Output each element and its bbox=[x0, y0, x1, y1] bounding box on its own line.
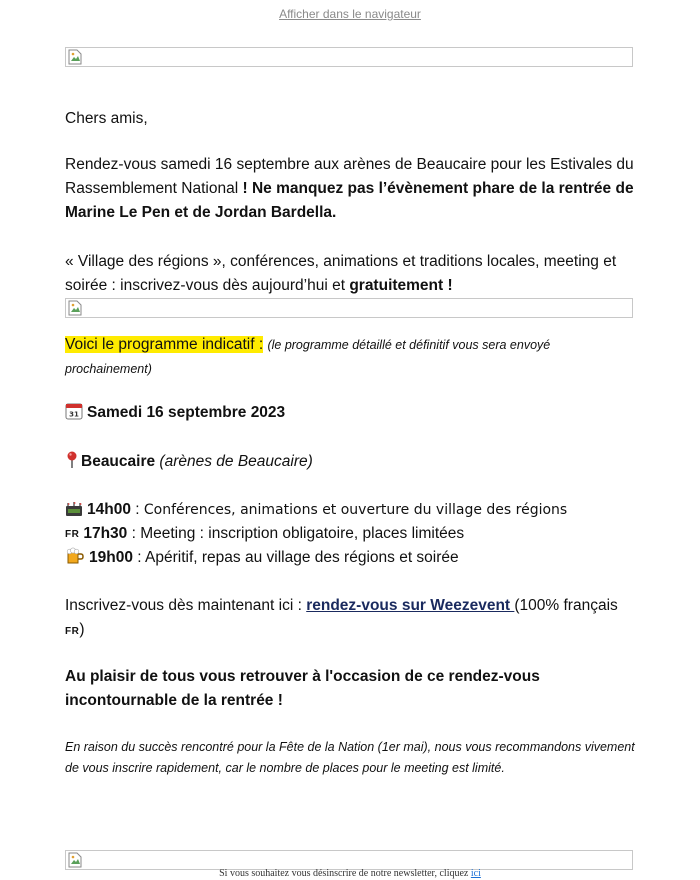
unsubscribe-link[interactable]: ici bbox=[470, 868, 481, 879]
signup-paragraph bbox=[65, 594, 640, 644]
schedule-row bbox=[65, 522, 640, 546]
intro-bold-text: Ne manquez pas l’évènement phare de la rentrée de Marine Le Pen et de Jordan Bardella. bbox=[65, 180, 634, 221]
village-end: ! bbox=[443, 277, 453, 294]
signup-text: Inscrivez-vous dès maintenant ici : bbox=[65, 597, 307, 614]
beer-mug-icon bbox=[65, 547, 85, 565]
programme-intro bbox=[65, 333, 640, 381]
intro-paragraph bbox=[65, 153, 640, 225]
broken-image-icon bbox=[68, 300, 82, 316]
broken-image-icon bbox=[68, 852, 82, 868]
village-bold-text: gratuitement bbox=[349, 277, 444, 294]
flag-fr-icon: FR bbox=[65, 626, 80, 637]
view-in-browser-link[interactable]: Afficher dans le navigateur bbox=[279, 7, 421, 21]
round-pushpin-icon bbox=[65, 451, 79, 469]
intro-text: Rendez-vous samedi 16 septembre aux arènes de Beaucaire pour les Estivales du Rassemblement National bbox=[65, 156, 634, 197]
village-paragraph bbox=[65, 250, 640, 298]
programme-note: (le programme détaillé et définitif vous sera envoyé prochainement) bbox=[65, 338, 551, 376]
signup-close: ) bbox=[79, 621, 85, 638]
event-date bbox=[65, 401, 640, 425]
schedule-text: Conférences, animations et ouverture du village des régions bbox=[143, 502, 568, 518]
event-venue: (arènes de Beaucaire) bbox=[159, 453, 313, 470]
schedule-time: 17h30 bbox=[83, 525, 128, 542]
weezevent-link[interactable]: rendez-vous sur Weezevent bbox=[306, 597, 515, 614]
stadium-icon bbox=[65, 501, 83, 517]
header-banner-image bbox=[65, 47, 633, 67]
greeting: Chers amis, bbox=[65, 110, 148, 127]
event-place bbox=[65, 450, 640, 474]
intro-exclamation: ! bbox=[238, 180, 252, 197]
unsubscribe-text: Si vous souhaitez vous désinscrire de notre newsletter, cliquez bbox=[219, 868, 471, 879]
village-text: « Village des régions », conférences, animations et traditions locales, meeting et soirée : inscrivez-vous dès aujourd’hui et bbox=[65, 253, 617, 294]
svg-text:31: 31 bbox=[69, 410, 79, 419]
footer-banner-image bbox=[65, 850, 633, 870]
schedule-time: 19h00 bbox=[89, 549, 133, 566]
programme-highlight: Voici le programme indicatif : bbox=[65, 336, 264, 353]
schedule-row bbox=[65, 546, 640, 570]
disclaimer-note: En raison du succès rencontré pour la Fête de la Nation (1er mai), nous vous recommandons vivement de vous inscrire rapidement, car le nombre de places pour le meeting est limité. bbox=[65, 740, 635, 775]
calendar-icon bbox=[65, 402, 83, 420]
schedule-row bbox=[65, 498, 640, 522]
broken-image-icon bbox=[68, 49, 82, 65]
middle-banner-image bbox=[65, 298, 633, 318]
closing-message: Au plaisir de tous vous retrouver à l'occasion de ce rendez-vous incontournable de la rentrée ! bbox=[65, 668, 540, 709]
schedule-sep: : bbox=[127, 525, 141, 542]
schedule-time: 14h00 bbox=[87, 501, 131, 518]
unsubscribe-line bbox=[0, 868, 700, 879]
schedule-sep: : bbox=[132, 549, 146, 566]
event-city: Beaucaire bbox=[81, 453, 156, 470]
event-date-text: Samedi 16 septembre 2023 bbox=[87, 404, 286, 421]
schedule-text: Apéritif, repas au village des régions et soirée bbox=[145, 549, 459, 566]
flag-fr-icon: FR bbox=[65, 529, 80, 540]
schedule-text: Meeting : inscription obligatoire, places limitées bbox=[140, 525, 465, 542]
schedule-list bbox=[65, 498, 640, 570]
schedule-sep: : bbox=[130, 501, 144, 518]
signup-after: (100% français bbox=[514, 597, 618, 614]
